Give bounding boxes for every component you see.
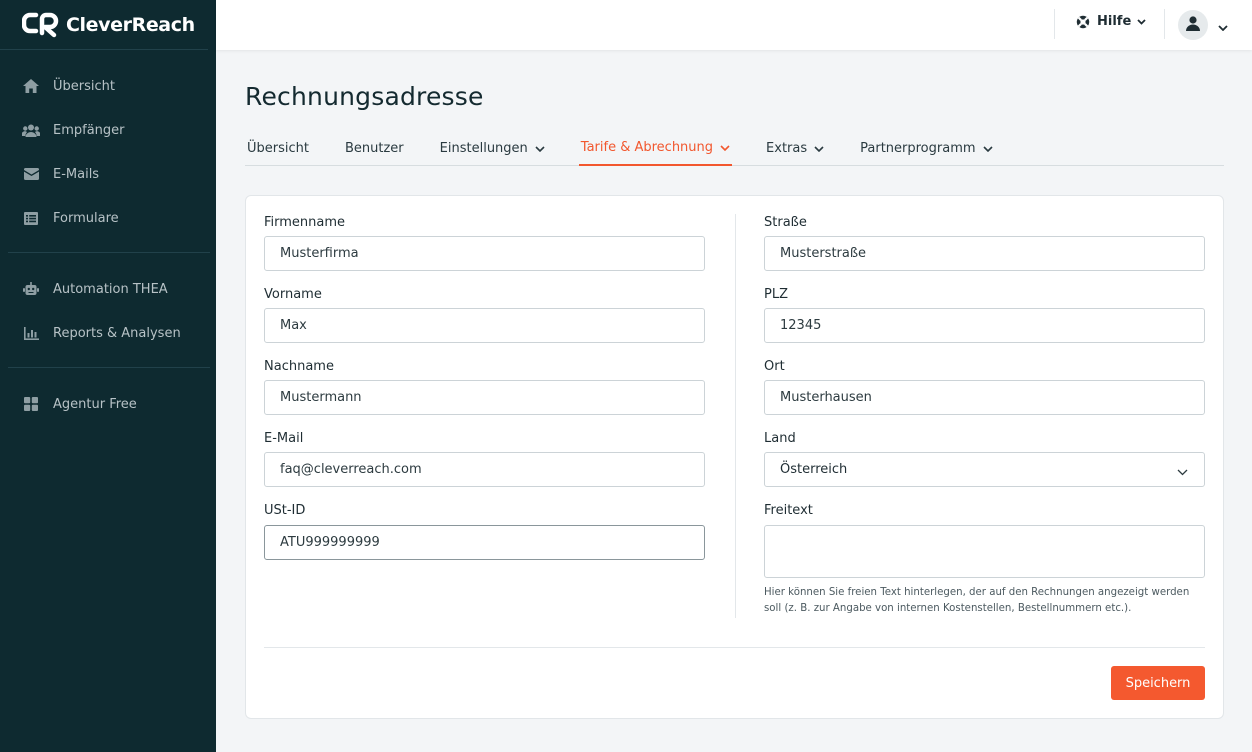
tab-label: Übersicht <box>247 140 309 156</box>
nachname-input[interactable] <box>264 380 705 415</box>
divider <box>1164 9 1165 39</box>
tab-label: Tarife & Abrechnung <box>580 139 714 155</box>
land-select[interactable] <box>764 452 1205 487</box>
sidebar-item-label: Agentur Free <box>53 396 137 412</box>
page-title: Rechnungsadresse <box>245 82 484 111</box>
ust-id-label: USt-ID <box>264 503 306 518</box>
lifebuoy-icon <box>1076 15 1090 29</box>
divider <box>1054 9 1055 39</box>
plz-input[interactable] <box>764 308 1205 343</box>
sidebar-item-formulare[interactable] <box>8 196 210 240</box>
land-label: Land <box>764 431 796 446</box>
sidebar-item-empfaenger[interactable] <box>8 108 210 152</box>
top-bar <box>216 0 1252 50</box>
tab-bar <box>245 130 1224 166</box>
firmenname-input[interactable] <box>264 236 705 271</box>
tab-uebersicht[interactable] <box>245 130 311 166</box>
chevron-down-icon <box>1218 16 1228 35</box>
sidebar-item-uebersicht[interactable] <box>8 64 210 108</box>
chevron-down-icon <box>1177 465 1188 480</box>
logo[interactable] <box>0 0 208 50</box>
strasse-input[interactable] <box>764 236 1205 271</box>
tab-label: Benutzer <box>344 140 404 156</box>
save-button[interactable]: Speichern <box>1111 666 1205 700</box>
vorname-input[interactable] <box>264 308 705 343</box>
tab-partnerprogramm[interactable] <box>858 130 994 166</box>
freitext-textarea[interactable] <box>764 525 1205 578</box>
tab-extras[interactable] <box>764 130 826 166</box>
envelope-icon <box>22 165 40 183</box>
sidebar-item-label: Empfänger <box>53 122 125 138</box>
billing-address-form <box>245 195 1224 719</box>
sidebar-item-label: Übersicht <box>53 78 115 94</box>
sidebar-item-agentur[interactable] <box>8 382 210 426</box>
grid-icon <box>22 395 40 413</box>
tab-label: Partnerprogramm <box>860 140 976 156</box>
tab-label: Extras <box>766 140 808 156</box>
chevron-down-icon <box>1137 14 1146 29</box>
nav-group-automation <box>8 253 210 368</box>
ort-input[interactable] <box>764 380 1205 415</box>
chevron-down-icon <box>814 141 824 156</box>
nachname-label: Nachname <box>264 359 334 374</box>
ort-label: Ort <box>764 359 785 374</box>
land-selected-value: Österreich <box>780 462 848 477</box>
sidebar <box>0 0 216 752</box>
sidebar-item-emails[interactable] <box>8 152 210 196</box>
brand-name: CleverReach <box>66 13 195 36</box>
form-icon <box>22 209 40 227</box>
user-menu-button[interactable] <box>1178 10 1228 40</box>
email-input[interactable] <box>264 452 705 487</box>
help-menu-button[interactable] <box>1076 14 1146 29</box>
vorname-label: Vorname <box>264 287 322 302</box>
help-label: Hilfe <box>1097 14 1132 29</box>
freitext-hint: Hier können Sie freien Text hinterlegen, der auf den Rechnungen angezeigt werden soll (z. B. zur Angabe von internen Kostenstellen, Bestellnummern etc.). <box>764 587 1190 614</box>
chart-icon <box>22 324 40 342</box>
divider <box>264 647 1205 648</box>
cleverreach-logo-icon <box>22 11 62 39</box>
tab-label: Einstellungen <box>439 140 528 156</box>
firmenname-label: Firmenname <box>264 215 346 230</box>
plz-label: PLZ <box>764 287 788 302</box>
user-icon <box>1186 16 1200 35</box>
sidebar-item-label: E-Mails <box>53 166 100 182</box>
sidebar-item-label: Reports & Analysen <box>53 325 181 341</box>
tab-tarife-abrechnung[interactable] <box>579 130 732 166</box>
sidebar-item-reports[interactable] <box>8 311 210 355</box>
email-label: E-Mail <box>264 431 304 446</box>
nav-group-account <box>8 368 210 438</box>
sidebar-item-automation-thea[interactable] <box>8 267 210 311</box>
tab-benutzer[interactable] <box>343 130 406 166</box>
sidebar-item-label: Automation THEA <box>53 281 168 297</box>
nav-group-main <box>8 50 210 253</box>
sidebar-item-label: Formulare <box>53 210 119 226</box>
ust-id-input[interactable] <box>264 525 705 560</box>
chevron-down-icon <box>983 141 993 156</box>
robot-icon <box>22 280 40 298</box>
column-divider <box>735 214 736 618</box>
chevron-down-icon <box>535 141 545 156</box>
strasse-label: Straße <box>764 215 807 230</box>
freitext-label: Freitext <box>764 503 813 518</box>
users-icon <box>22 121 40 139</box>
tab-einstellungen[interactable] <box>438 130 547 166</box>
home-icon <box>22 77 40 95</box>
chevron-down-icon <box>720 140 730 155</box>
avatar <box>1178 10 1208 40</box>
